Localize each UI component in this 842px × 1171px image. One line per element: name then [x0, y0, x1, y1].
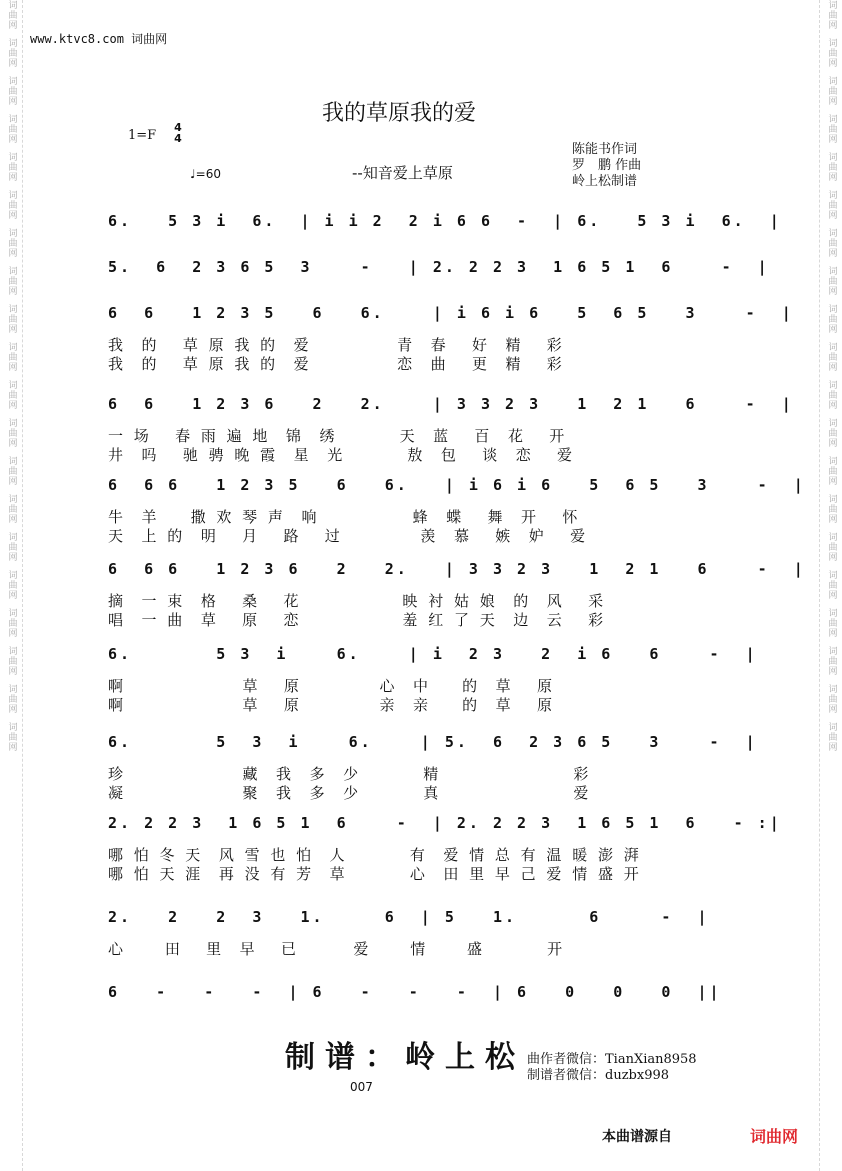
- site-header: www.ktvc8.com 词曲网: [30, 32, 168, 46]
- notation-row: 5. 6 2 3 6 5 3 - | 2. 2 2 3 1 6 5 1 6 - |: [108, 258, 770, 276]
- side-watermark: 词曲网: [6, 0, 17, 30]
- lyric-line: 天 上 的 明 月 路 过 羡 慕 嫉 妒 爱: [108, 527, 589, 545]
- song-subtitle: --知音爱上草原: [352, 164, 453, 182]
- side-watermark: 词曲网: [6, 684, 17, 714]
- side-watermark: 词曲网: [6, 228, 17, 258]
- lyric-line: 哪 怕 天 涯 再 没 有 芳 草 心 田 里 早 己 爱 情 盛 开: [108, 865, 642, 883]
- lyric-line: 珍 藏 我 多 少 精 彩: [108, 765, 592, 783]
- lyric-line: 牛 羊 撒 欢 琴 声 响 蜂 蝶 舞 开 怀: [108, 508, 581, 526]
- side-watermark: 词曲网: [6, 494, 17, 524]
- side-watermark: 词曲网: [6, 190, 17, 220]
- transcriber-signature: 制谱：岭上松: [285, 1040, 525, 1075]
- side-watermark: 词曲网: [826, 456, 837, 486]
- page-number: 007: [350, 1080, 373, 1094]
- notation-row: 6 6 6 1 2 3 5 6 6. | i 6 i 6 5 6 5 3 - |: [108, 476, 806, 494]
- credits: [572, 142, 641, 190]
- credit-lyricist: 陈能书作词: [572, 142, 638, 157]
- notation-row: 6. 5 3 i 6. | i 2 3 2 i 6 6 - |: [108, 645, 758, 663]
- lyric-line: 我 的 草 原 我 的 爱 青 春 好 精 彩: [108, 336, 565, 354]
- source-text: 本曲谱源自: [602, 1129, 672, 1145]
- side-watermark: 词曲网: [826, 304, 837, 334]
- side-watermark: 词曲网: [826, 570, 837, 600]
- side-watermark: 词曲网: [6, 456, 17, 486]
- notation-row: 6. 5 3 i 6. | 5. 6 2 3 6 5 3 - |: [108, 733, 758, 751]
- notation-row: 6 6 1 2 3 6 2 2. | 3 3 2 3 1 2 1 6 - |: [108, 395, 794, 413]
- lyric-line: 唱 一 曲 草 原 恋 羞 红 了 天 边 云 彩: [108, 611, 607, 629]
- notation-row: 2. 2 2 3 1. 6 | 5 1. 6 - |: [108, 908, 710, 926]
- side-watermark: 词曲网: [826, 722, 837, 752]
- notation-row: 6 6 6 1 2 3 6 2 2. | 3 3 2 3 1 2 1 6 - |: [108, 560, 806, 578]
- side-watermark: 词曲网: [826, 646, 837, 676]
- side-watermark: 词曲网: [6, 608, 17, 638]
- side-watermark: 词曲网: [826, 190, 837, 220]
- tempo-marking: ♩=60: [190, 167, 221, 181]
- side-watermark: 词曲网: [826, 532, 837, 562]
- lyric-line: 哪 怕 冬 天 风 雪 也 怕 人 有 爱 情 总 有 温 暖 澎 湃: [108, 846, 642, 864]
- side-watermark: 词曲网: [6, 266, 17, 296]
- source-logo: 词曲网: [750, 1127, 799, 1146]
- side-watermark: 词曲网: [6, 646, 17, 676]
- wechat-contacts: [527, 1052, 697, 1084]
- notation-row: 2. 2 2 3 1 6 5 1 6 - | 2. 2 2 3 1 6 5 1 6 - :|: [108, 814, 782, 832]
- notation-row: 6 6 1 2 3 5 6 6. | i 6 i 6 5 6 5 3 - |: [108, 304, 794, 322]
- side-watermark: 词曲网: [6, 152, 17, 182]
- side-watermark: 词曲网: [826, 152, 837, 182]
- right-watermark-strip: [819, 0, 842, 1171]
- side-watermark: 词曲网: [6, 304, 17, 334]
- lyric-line: 啊 草 原 心 中 的 草 原: [108, 677, 555, 695]
- time-signature: [172, 122, 184, 144]
- side-watermark: 词曲网: [826, 684, 837, 714]
- side-watermark: 词曲网: [6, 532, 17, 562]
- lyric-line: 我 的 草 原 我 的 爱 恋 曲 更 精 彩: [108, 355, 565, 373]
- credit-transcriber: 岭上松制谱: [572, 174, 638, 189]
- notation-row: 6. 5 3 i 6. | i i 2 2 i 6 6 - | 6. 5 3 i 6. |: [108, 212, 782, 230]
- side-watermark: 词曲网: [826, 0, 837, 30]
- side-watermark: 词曲网: [6, 418, 17, 448]
- lyric-line: 井 吗 驰 骋 晚 霞 星 光 敖 包 谈 恋 爱: [108, 446, 576, 464]
- composer-wechat: 曲作者微信：TianXian8958: [527, 1052, 697, 1067]
- transcriber-wechat: 制谱者微信：duzbx998: [527, 1068, 670, 1083]
- meter-bottom: 4: [174, 132, 182, 145]
- lyric-line: 摘 一 束 格 桑 花 映 衬 姑 娘 的 风 采: [108, 592, 607, 610]
- meter-top: 4: [174, 121, 182, 134]
- credit-composer: 罗 鹏 作曲: [572, 158, 642, 173]
- side-watermark: 词曲网: [826, 228, 837, 258]
- side-watermark: 词曲网: [826, 38, 837, 68]
- left-watermark-strip: [0, 0, 23, 1171]
- notation-row: 6 - - - | 6 - - - | 6 0 0 0 ||: [108, 983, 722, 1001]
- side-watermark: 词曲网: [826, 494, 837, 524]
- side-watermark: 词曲网: [826, 76, 837, 106]
- song-title: 我的草原我的爱: [322, 101, 477, 126]
- side-watermark: 词曲网: [6, 38, 17, 68]
- side-watermark: 词曲网: [826, 608, 837, 638]
- side-watermark: 词曲网: [6, 722, 17, 752]
- side-watermark: 词曲网: [826, 418, 837, 448]
- side-watermark: 词曲网: [826, 380, 837, 410]
- lyric-line: 凝 聚 我 多 少 真 爱: [108, 784, 592, 802]
- side-watermark: 词曲网: [6, 570, 17, 600]
- lyric-line: 啊 草 原 亲 亲 的 草 原: [108, 696, 555, 714]
- side-watermark: 词曲网: [826, 114, 837, 144]
- side-watermark: 词曲网: [826, 266, 837, 296]
- key-signature: 1=F: [128, 128, 157, 143]
- side-watermark: 词曲网: [826, 342, 837, 372]
- lyric-line: 心 田 里 早 已 爱 情 盛 开: [108, 940, 566, 958]
- side-watermark: 词曲网: [6, 76, 17, 106]
- lyric-line: 一 场 春 雨 遍 地 锦 绣 天 蓝 百 花 开: [108, 427, 568, 445]
- side-watermark: 词曲网: [6, 114, 17, 144]
- side-watermark: 词曲网: [6, 342, 17, 372]
- side-watermark: 词曲网: [6, 380, 17, 410]
